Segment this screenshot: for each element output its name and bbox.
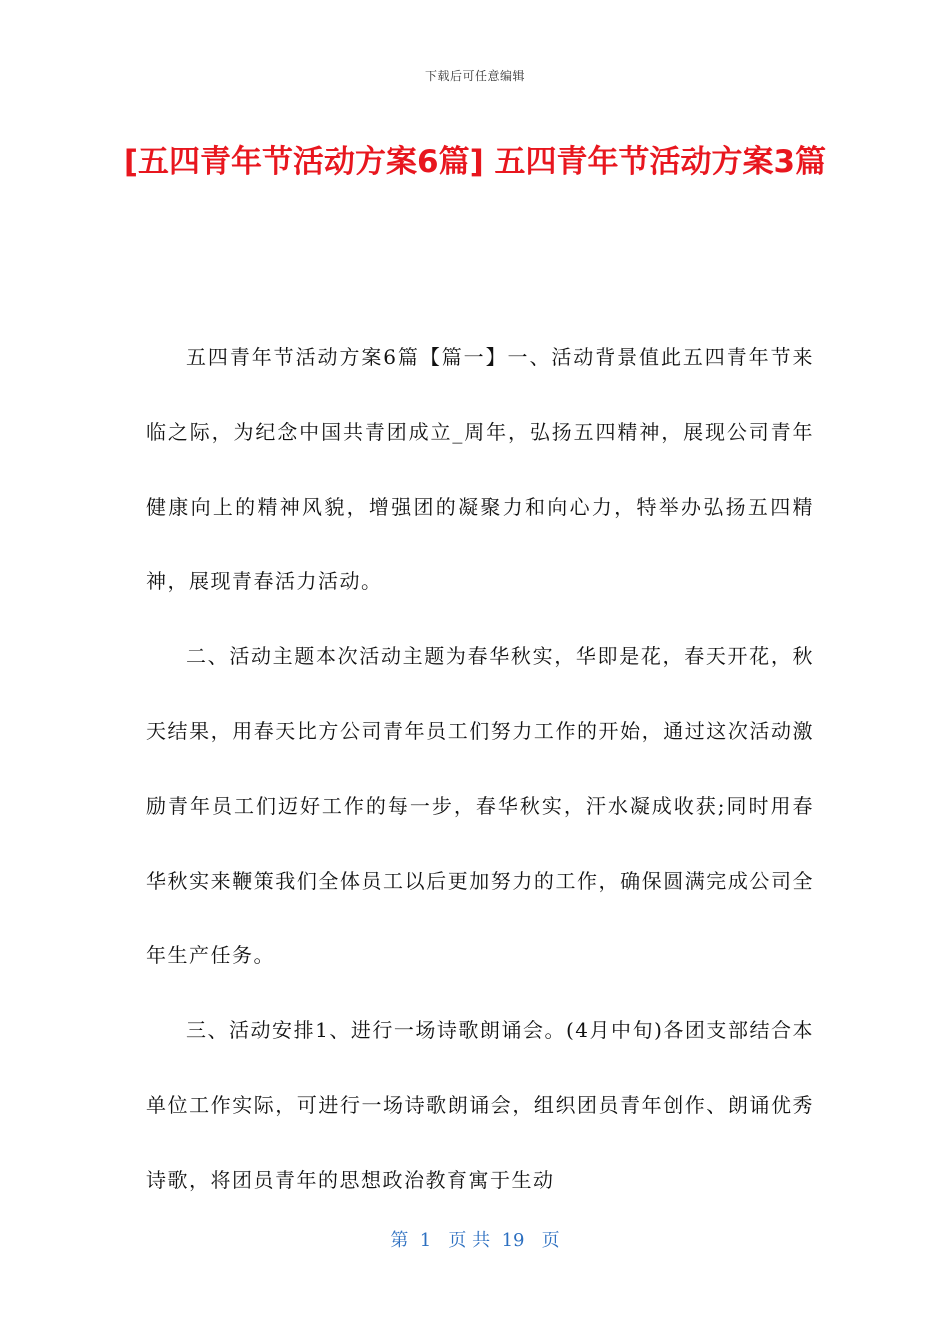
paragraph-1: 五四青年节活动方案6篇【篇一】一、活动背景值此五四青年节来临之际，为纪念中国共青团成立_周年，弘扬五四精神，展现公司青年健康向上的精神风貌，增强团的凝聚力和向心力，特举办弘扬五四精神，展现青春活力活动。 <box>146 345 814 594</box>
document-body <box>146 320 814 1218</box>
paragraph-3: 三、活动安排1、进行一场诗歌朗诵会。(4月中旬)各团支部结合本单位工作实际，可进行一场诗歌朗诵会，组织团员青年创作、朗诵优秀诗歌，将团员青年的思想政治教育寓于生动 <box>146 1018 814 1192</box>
header-note: 下载后可任意编辑 <box>424 69 525 83</box>
document-title: [五四青年节活动方案6篇] 五四青年节活动方案3篇 <box>123 144 827 180</box>
paragraph-2: 二、活动主题本次活动主题为春华秋实，华即是花，春天开花，秋天结果，用春天比方公司青年员工们努力工作的开始，通过这次活动激励青年员工们迈好工作的每一步，春华秋实，汗水凝成收获;同时用春华秋实来鞭策我们全体员工以后更加努力的工作，确保圆满完成公司全年生产任务。 <box>146 644 814 968</box>
page-number-footer: 第 1 页 共 19 页 <box>390 1230 560 1251</box>
